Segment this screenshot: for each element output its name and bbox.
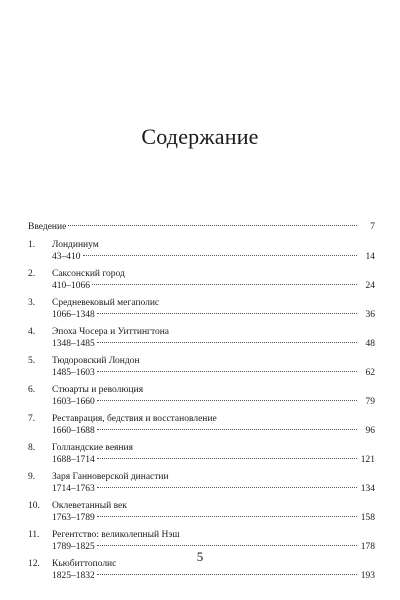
page-number: 5	[196, 549, 204, 564]
toc-entry-number: 12.	[28, 559, 40, 569]
toc-entry-years-line	[28, 251, 375, 263]
toc-entry-title-line	[28, 326, 375, 338]
toc-intro	[28, 221, 375, 233]
toc-entry-page: 158	[360, 513, 375, 523]
toc-entry-years: 1603–1660	[52, 397, 95, 407]
toc-entry-title: Тюдоровский Лондон	[52, 356, 140, 366]
toc-entry-number: 10.	[28, 501, 40, 511]
toc-entry-years-line	[28, 483, 375, 495]
toc-entry-number: 2.	[28, 269, 36, 279]
toc-entry-number: 8.	[28, 443, 36, 453]
toc-entry-number: 11.	[28, 530, 40, 540]
toc-entry-years: 410–1066	[52, 281, 90, 291]
leader-dots	[97, 486, 357, 488]
toc-entry-number: 4.	[28, 327, 36, 337]
table-of-contents	[28, 221, 375, 587]
toc-entry-title: Средневековый мегаполис	[52, 298, 160, 308]
toc-entry-years: 43–410	[52, 252, 81, 262]
leader-dots	[68, 224, 357, 226]
toc-entry-years-line	[28, 454, 375, 466]
toc-intro-label: Введение	[28, 222, 67, 232]
toc-entry-page: 134	[360, 484, 375, 494]
toc-entry-title-line	[28, 355, 375, 367]
toc-entry	[28, 326, 375, 350]
toc-entry-years-line	[28, 280, 375, 292]
toc-entry-title-line	[28, 268, 375, 280]
toc-entry	[28, 268, 375, 292]
toc-entry	[28, 297, 375, 321]
toc-entry	[28, 500, 375, 524]
toc-entry-years-line	[28, 570, 375, 582]
toc-entry-years-line	[28, 367, 375, 379]
toc-entry-title: Саксонский город	[52, 269, 125, 279]
leader-dots	[97, 399, 357, 401]
toc-entry-page: 24	[365, 281, 375, 291]
toc-entry-page: 79	[365, 397, 375, 407]
toc-entry-title-line	[28, 500, 375, 512]
toc-entry-title: Лондиниум	[52, 240, 99, 250]
toc-entry-years: 1348–1485	[52, 339, 95, 349]
toc-entry-years: 1763–1789	[52, 513, 95, 523]
toc-entry-years: 1660–1688	[52, 426, 95, 436]
toc-entry-number: 1.	[28, 240, 36, 250]
toc-entry-page: 193	[360, 571, 375, 581]
leader-dots	[97, 370, 357, 372]
toc-entry-years: 1066–1348	[52, 310, 95, 320]
toc-entry-years-line	[28, 338, 375, 350]
leader-dots	[92, 283, 357, 285]
toc-entry-years: 1688–1714	[52, 455, 95, 465]
toc-entry-years: 1825–1832	[52, 571, 95, 581]
leader-dots	[97, 428, 357, 430]
toc-entry	[28, 442, 375, 466]
leader-dots	[83, 254, 358, 256]
toc-entry-number: 7.	[28, 414, 36, 424]
toc-entry-title: Голландские веяния	[52, 443, 133, 453]
toc-entry-page: 14	[365, 252, 375, 262]
leader-dots	[97, 341, 357, 343]
toc-entry	[28, 384, 375, 408]
toc-entry-years: 1789–1825	[52, 542, 95, 552]
toc-entry-years: 1714–1763	[52, 484, 95, 494]
toc-entry-years-line	[28, 512, 375, 524]
toc-entry-years-line	[28, 425, 375, 437]
toc-entry-title: Кьюбиттополис	[52, 559, 117, 569]
toc-entry-title-line	[28, 442, 375, 454]
toc-entry-title-line	[28, 413, 375, 425]
toc-entry	[28, 471, 375, 495]
toc-entry-title-line	[28, 471, 375, 483]
toc-entry-page: 62	[365, 368, 375, 378]
toc-entry-title-line	[28, 529, 375, 541]
toc-entry-page: 121	[360, 455, 375, 465]
leader-dots	[97, 544, 357, 546]
leader-dots	[97, 573, 357, 575]
toc-entry-title: Стюарты и революция	[52, 385, 144, 395]
toc-entry-years-line	[28, 396, 375, 408]
toc-entry-title-line	[28, 239, 375, 251]
toc-entry-title: Реставрация, бедствия и восстановление	[52, 414, 217, 424]
toc-entry-years: 1485–1603	[52, 368, 95, 378]
toc-entry-page: 36	[365, 310, 375, 320]
toc-entry-number: 6.	[28, 385, 36, 395]
toc-entry	[28, 239, 375, 263]
toc-entry-title: Заря Ганноверской династии	[52, 472, 169, 482]
page-title: Содержание	[141, 124, 259, 149]
toc-entry-page: 48	[365, 339, 375, 349]
leader-dots	[97, 312, 357, 314]
toc-intro-page: 7	[370, 222, 375, 232]
toc-entry	[28, 355, 375, 379]
toc-entry-title: Регентство: великолепный Нэш	[52, 530, 180, 540]
toc-entries	[28, 239, 375, 582]
toc-entry-title: Оклеветанный век	[52, 501, 127, 511]
leader-dots	[97, 457, 357, 459]
toc-entry-page: 178	[360, 542, 375, 552]
toc-entry-number: 5.	[28, 356, 36, 366]
toc-entry-title-line	[28, 297, 375, 309]
leader-dots	[97, 515, 357, 517]
toc-entry	[28, 413, 375, 437]
toc-entry-years-line	[28, 309, 375, 321]
toc-entry-title: Эпоха Чосера и Уиттингтона	[52, 327, 170, 337]
toc-entry-number: 3.	[28, 298, 36, 308]
toc-entry-number: 9.	[28, 472, 36, 482]
toc-entry-title-line	[28, 384, 375, 396]
toc-entry-page: 96	[365, 426, 375, 436]
